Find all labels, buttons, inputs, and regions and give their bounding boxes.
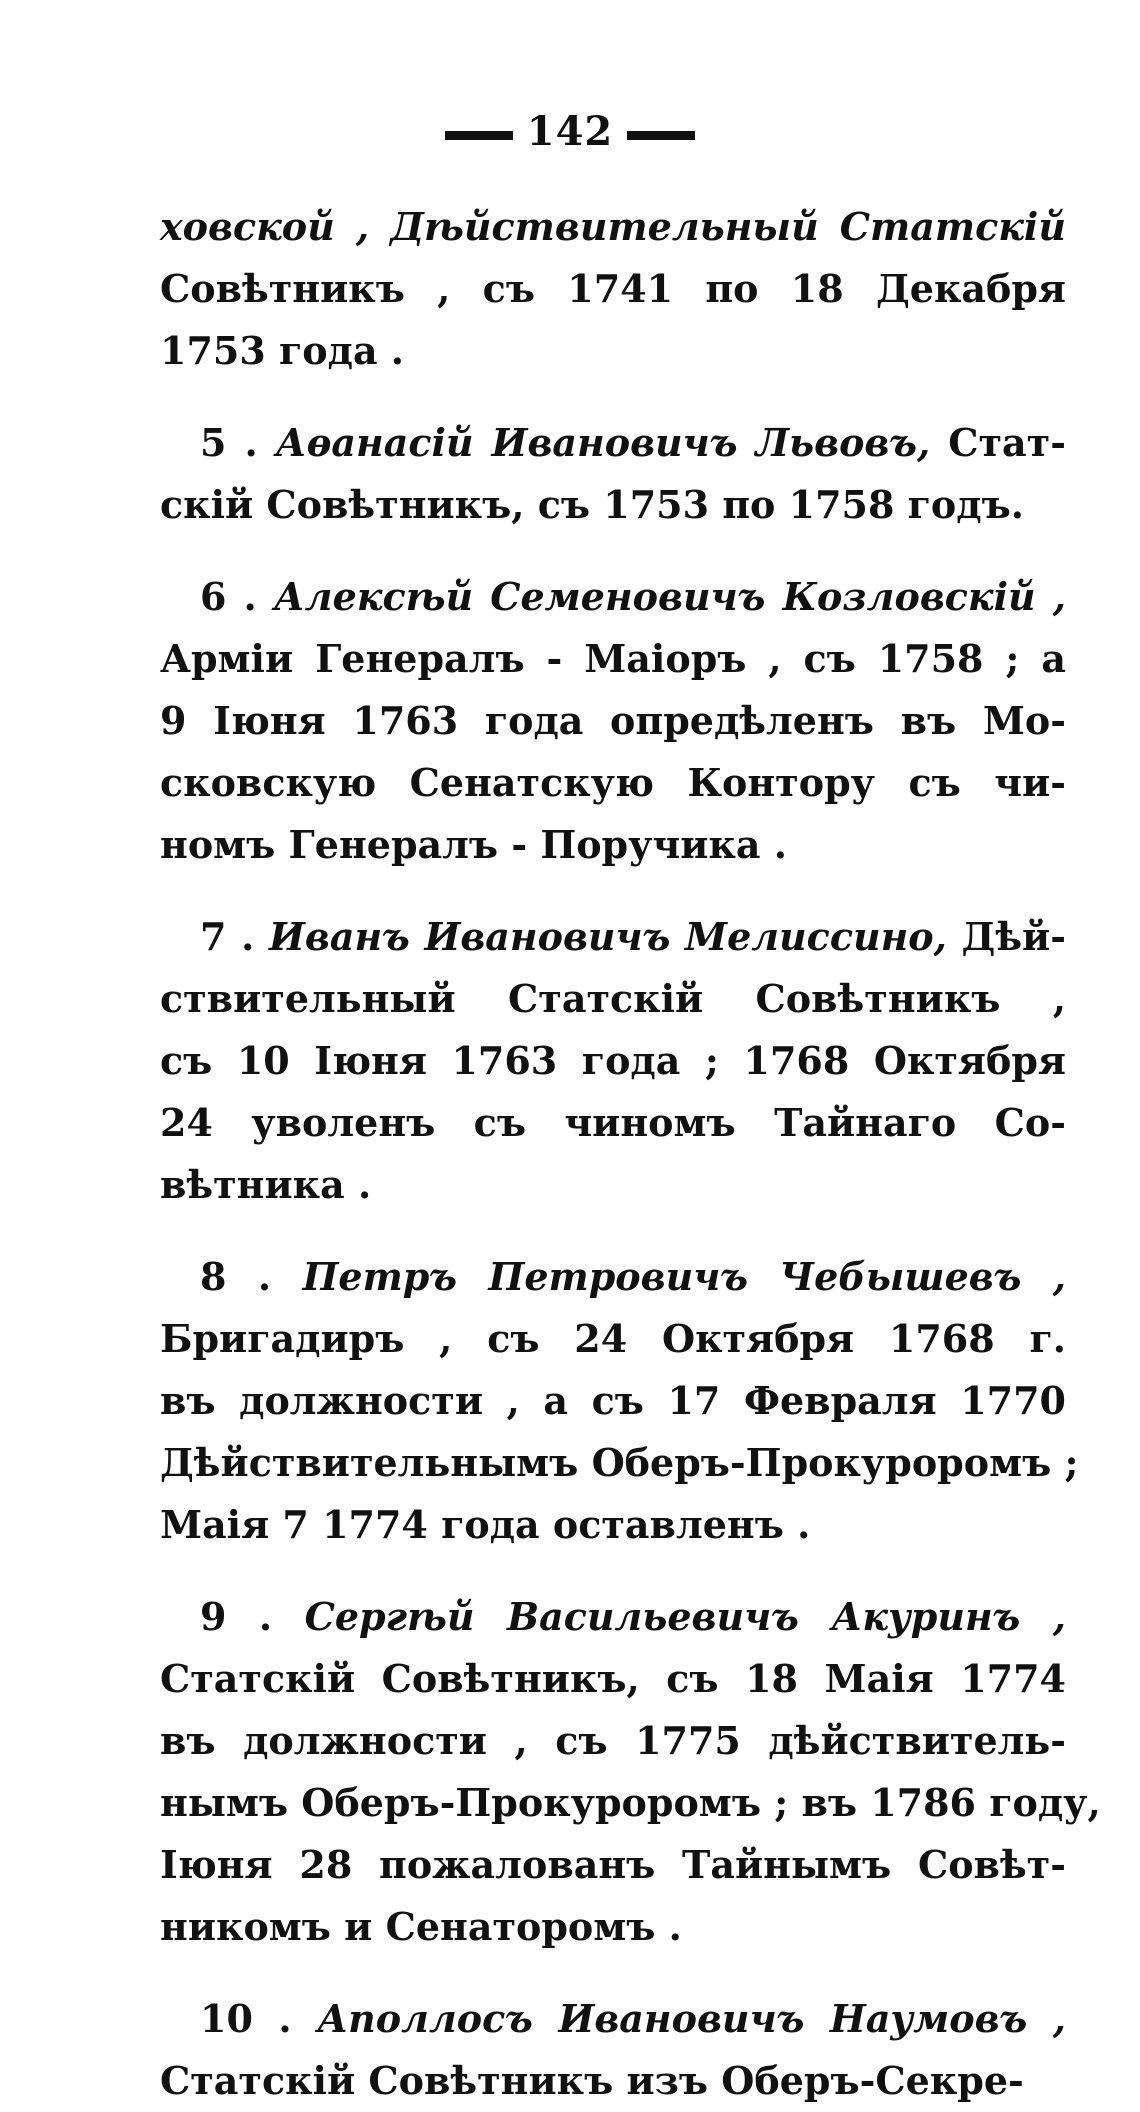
entry-number: 7 .: [200, 914, 255, 959]
entry-10: [160, 1988, 1066, 2112]
entry-number: 9 .: [200, 1594, 273, 1639]
text-line: Маія 7 1774 года оставленъ .: [160, 1502, 811, 1547]
text-line: номъ Генералъ - Поручика .: [160, 822, 787, 867]
entry-8: [160, 1246, 1079, 1556]
text-line: Статскій Совѣтникъ, съ 18 Маія 1774: [160, 1656, 1066, 1701]
entry-5: [160, 412, 1066, 536]
text-line: съ 10 Іюня 1763 года ; 1768 Октября: [160, 1038, 1066, 1083]
person-name: Петръ Петровичъ Чебышевъ ,: [302, 1254, 1067, 1299]
text-line: скій Совѣтникъ, съ 1753 по 1758 годъ.: [160, 482, 1024, 527]
text-line: въ должности , съ 1775 дѣйствитель-: [160, 1718, 1066, 1763]
text-line: ствительный Статскій Совѣтникъ ,: [160, 976, 1066, 1021]
text-line: 1753 года .: [160, 328, 405, 373]
page-body: [160, 196, 1101, 2112]
text-line: 24 уволенъ съ чиномъ Тайнаго Со-: [160, 1100, 1066, 1145]
text-fragment: Дѣй-: [961, 914, 1066, 959]
text-line: Дѣйствительнымъ Оберъ-Прокуроромъ ;: [160, 1440, 1079, 1485]
text-line: вѣтника .: [160, 1162, 372, 1207]
person-name: Аѳанасій Ивановичъ Львовъ,: [275, 420, 931, 465]
text-line: Бригадиръ , съ 24 Октября 1768 г.: [160, 1316, 1066, 1361]
text-line: Іюня 28 пожалованъ Тайнымъ Совѣт-: [160, 1842, 1066, 1887]
person-name: Алексѣй Семеновичъ Козловскій ,: [273, 574, 1067, 619]
text-line: никомъ и Сенаторомъ .: [160, 1904, 682, 1949]
paragraph-continuation: [160, 196, 1066, 382]
entry-first-line: [160, 1586, 1066, 1648]
text-line: 9 Іюня 1763 года опредѣленъ въ Мо-: [160, 698, 1066, 743]
entry-first-line: [160, 1988, 1066, 2050]
person-name: Аполлосъ Ивановичъ Наумовъ ,: [317, 1996, 1067, 2041]
entry-number: 10 .: [200, 1996, 292, 2041]
text-line: въ должности , а съ 17 Февраля 1770: [160, 1378, 1066, 1423]
entry-first-line: [160, 566, 1066, 628]
entry-9: [160, 1586, 1101, 1958]
entry-first-line: [160, 1246, 1066, 1308]
person-name: Сергѣй Васильевичъ Акуринъ ,: [304, 1594, 1066, 1639]
person-name: Иванъ Ивановичъ Мелиссино,: [268, 914, 947, 959]
entry-number: 8 .: [200, 1254, 272, 1299]
entry-6: [160, 566, 1066, 876]
entry-7: [160, 906, 1066, 1216]
text-line: [160, 196, 1066, 258]
text-line: Совѣтникъ , съ 1741 по 18 Декабря: [160, 266, 1066, 311]
entry-first-line: [160, 412, 1066, 474]
text-fragment: Стат-: [948, 420, 1066, 465]
entry-number: 6 .: [200, 574, 257, 619]
page-header: [0, 108, 1140, 155]
page-number: 142: [526, 108, 614, 155]
text-line: Арміи Генералъ - Маіоръ , съ 1758 ; а: [160, 636, 1066, 681]
entry-first-line: [160, 906, 1066, 968]
header-left-dash: [445, 131, 513, 140]
header-right-dash: [627, 131, 695, 140]
text-line: нымъ Оберъ-Прокуроромъ ; въ 1786 году,: [160, 1780, 1101, 1825]
text-line: Статскій Совѣтникъ изъ Оберъ-Секре-: [160, 2058, 1024, 2103]
text-fragment: ховской , Дѣйствительный Статскій: [160, 204, 1066, 249]
text-line: сковскую Сенатскую Контору съ чи-: [160, 760, 1066, 805]
entry-number: 5 .: [200, 420, 258, 465]
